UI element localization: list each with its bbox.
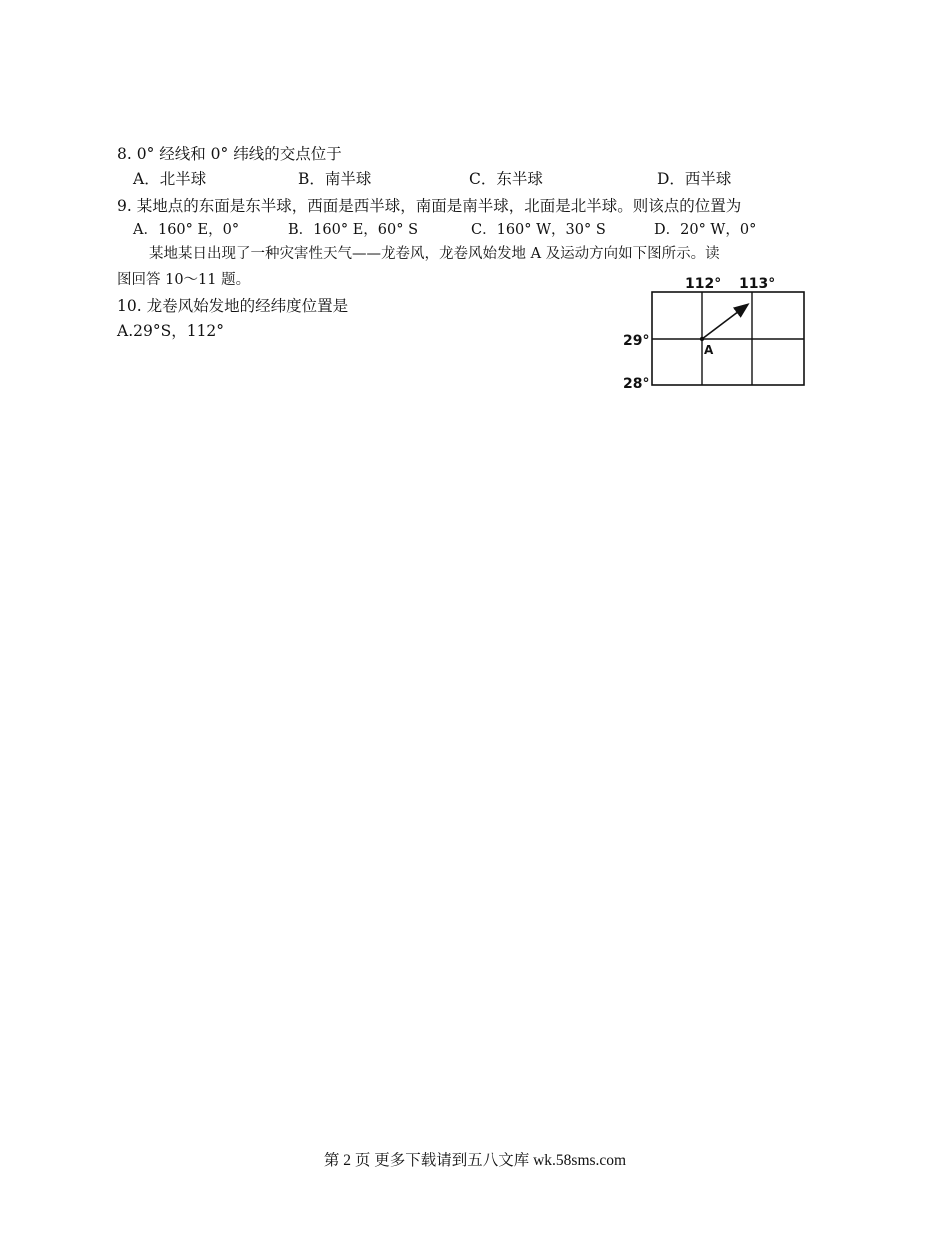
top-label-113: 113° (739, 276, 776, 292)
question-10-stem: 10. 龙卷风始发地的经纬度位置是 (117, 297, 349, 315)
question-8-option-d: D．西半球 (657, 170, 732, 188)
question-9-stem: 9. 某地点的东面是东半球，西面是西半球，南面是南半球，北面是北半球。则该点的位置为 (117, 197, 742, 215)
question-9-option-a: A．160° E，0° (133, 222, 240, 238)
left-label-28: 28° (623, 376, 650, 392)
page-footer: 第 2 页 更多下载请到五八文库 wk.58sms.com (323, 1152, 627, 1169)
question-9-option-d: D．20° W，0° (654, 222, 757, 238)
question-9-option-b: B．160° E，60° S (288, 222, 419, 238)
tornado-direction-arrow (702, 305, 747, 339)
passage-line-2: 图回答 10～11 题。 (117, 272, 251, 288)
top-label-112: 112° (685, 276, 722, 292)
question-10-option-a: A.29°S，112° (117, 322, 225, 340)
passage-line-1: 某地某日出现了一种灾害性天气——龙卷风，龙卷风始发地 A 及运动方向如下图所示。读 (149, 246, 720, 262)
left-label-29: 29° (623, 333, 650, 349)
tornado-grid-figure (620, 272, 815, 394)
question-9-option-c: C．160° W，30° S (471, 222, 606, 238)
point-a-label: A (704, 343, 714, 357)
question-8-option-b: B．南半球 (298, 170, 372, 188)
tornado-grid-svg (620, 272, 815, 394)
question-8-option-a: A．北半球 (133, 170, 207, 188)
question-8-stem: 8. 0° 经线和 0° 纬线的交点位于 (117, 145, 342, 163)
point-a-marker (700, 337, 704, 341)
question-8-option-c: C．东半球 (469, 170, 543, 188)
